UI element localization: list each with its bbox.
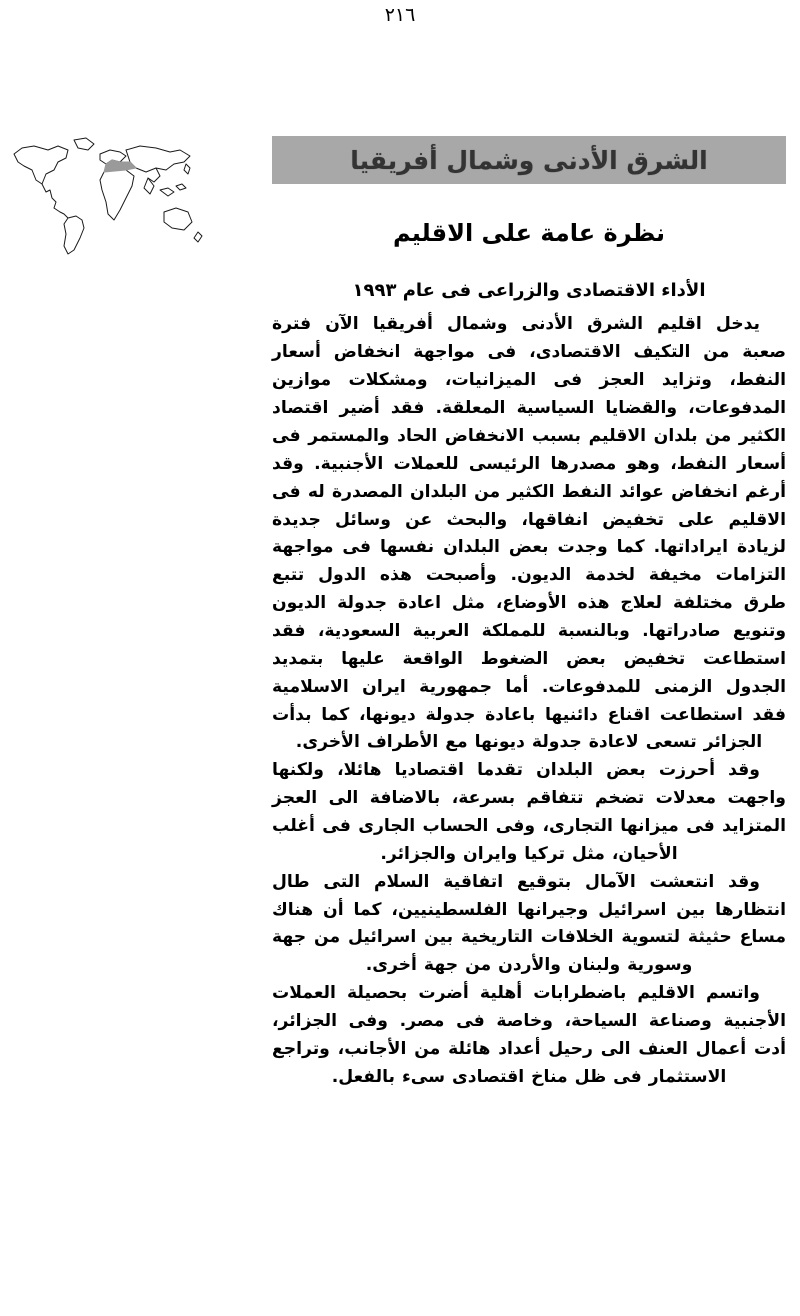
world-map-figure [8,128,206,258]
page-title: نظرة عامة على الاقليم [392,219,666,247]
world-map-icon [8,128,206,258]
subsection-heading: الأداء الاقتصادى والزراعى فى عام ١٩٩٣ [352,280,706,302]
paragraph-2: وقد أحرزت بعض البلدان تقدما اقتصاديا هائلا، ولكنها واجهت معدلات تضخم تتفاقم بسرعة، بالاضافة الى العجز المتزايد فى ميزانها التجارى، وفى الحساب الجارى فى أغلب الأحيان، مثل تركيا وايران والجزائر. [272,760,786,864]
article-column [272,136,786,1092]
region-banner [272,136,786,184]
page-number: ٢١٦ [384,4,416,26]
paragraph-3: وقد انتعشت الآمال بتوقيع اتفاقية السلام التى طال انتظارها بين اسرائيل وجيرانها الفلسطينيين، كما أن هناك مساع حثيثة لتسوية الخلافات التاريخية بين اسرائيل من جهة وسورية ولبنان والأردن من جهة أخرى. [272,871,786,976]
region-banner-title: الشرق الأدنى وشمال أفريقيا [350,146,708,175]
paragraph-1: يدخل اقليم الشرق الأدنى وشمال أفريقيا الآن فترة صعبة من التكيف الاقتصادى، فى مواجهة انخفاض أسعار النفط، وتزايد العجز فى الميزانيات، ومشكلات موازين المدفوعات، والقضايا السياسية المعلقة. فقد أضير اقتصاد الكثير من بلدان الاقليم بسبب الانخفاض الحاد والمستمر فى أسعار النفط، وهو مصدرها الرئيسى للعملات الأجنبية. وقد أرغم انخفاض عوائد النفط الكثير من البلدان المصدرة له فى الاقليم على تخفيض انفاقها، والبحث عن وسائل جديدة لزيادة ايراداتها. كما وجدت بعض البلدان نفسها فى مواجهة التزامات مخيفة لخدمة الديون. وأصبحت هذه الدول تتبع طرق مختلفة لعلاج هذه الأوضاع، مثل اعادة جدولة الديون وتنويع صادراتها. وبالنسبة للمملكة العربية السعودية، فقد استطاعت تخفيض بعض الضغوط الواقعة عليها بتمديد الجدول الزمنى للمدفوعات. أما جمهورية ايران الاسلامية فقد استطاعت اقناع دائنيها باعادة جدولة ديونها، كما بدأت الجزائر تسعى لاعادة جدولة ديونها مع الأطراف الأخرى. [272,314,786,753]
paragraph-4: واتسم الاقليم باضطرابات أهلية أضرت بحصيلة العملات الأجنبية وصناعة السياحة، وخاصة فى مصر. وفى الجزائر، أدت أعمال العنف الى رحيل أعداد هائلة من الأجانب، وتراجع الاستثمار فى ظل مناخ اقتصادى سىء بالفعل. [272,983,786,1087]
